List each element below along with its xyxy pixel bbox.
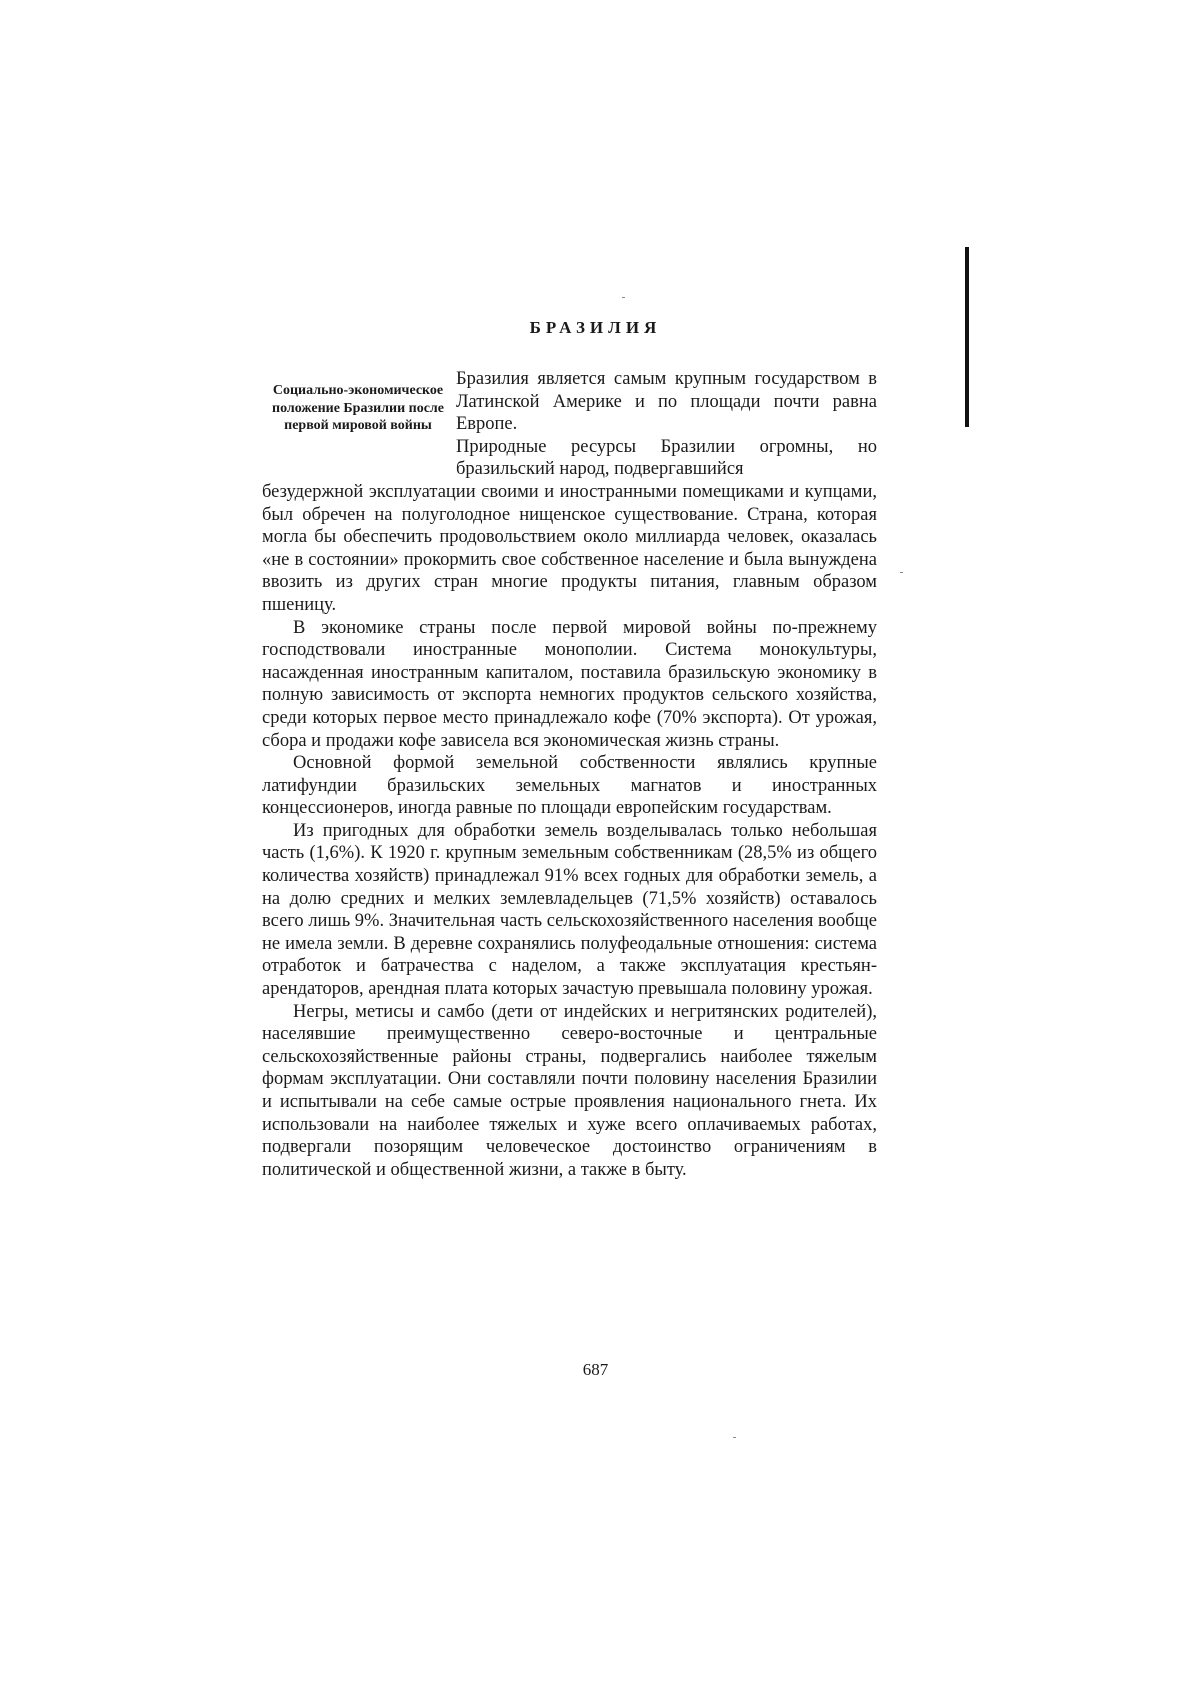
paragraph: безудержной эксплуатации своими и иностранными помещиками и купцами, был обречен на полуголодное нищенское существование. Страна, которая могла бы обеспечить продовольствием около миллиарда человек, оказалась «не в состоянии» прокормить свое собственное население и была вынуждена ввозить из других стран многие продукты питания, главным образом пшеницу.	[262, 481, 877, 615]
paragraph: Основной формой земельной собственности являлись крупные латифундии бразильских земельных магнатов и иностранных концессионеров, иногда равные по площади европейским государствам.	[262, 753, 877, 819]
paragraph: В экономике страны после первой мировой войны по-прежнему господствовали иностранные монополии. Система монокультуры, насажденная иностранным капиталом, поставила бразильскую экономику в полную зависимость от экспорта немногих продуктов сельского хозяйства, среди которых первое место принадлежало кофе (70% экспорта). От урожая, сбора и продажи кофе зависела вся экономическая жизнь страны.	[262, 617, 877, 751]
page-number: 687	[582, 1360, 609, 1379]
scan-speck	[900, 572, 903, 573]
paragraph: Природные ресурсы Бразилии огромны, но бразильский народ, подвергавшийся	[456, 436, 877, 480]
intro-block	[262, 368, 877, 481]
intro-text	[454, 368, 877, 481]
scan-speck	[622, 297, 625, 298]
margin-sidenote: Социально-экономическое положение Бразилии после первой мировой войны	[272, 383, 444, 433]
paragraph: Бразилия является самым крупным государством в Латинской Америке и по площади почти равна Европе.	[456, 369, 877, 435]
paragraph: Из пригодных для обработки земель возделывалась только небольшая часть (1,6%). К 1920 г. крупным земельным собственникам (28,5% из общего количества хозяйств) принадлежал 91% всех годных для обработки земель, а на долю средних и мелких землевладельцев (71,5% хозяйств) оставалось всего лишь 9%. Значительная часть сельскохозяйственного населения вообще не имела земли. В деревне сохранялись полуфеодальные отношения: система отработок и батрачества с наделом, а также эксплуатация крестьян-арендаторов, арендная плата которых зачастую превышала половину урожая.	[262, 820, 877, 1000]
paragraph: Негры, метисы и самбо (дети от индейских и негритянских родителей), населявшие преимущественно северо-восточные и центральные сельскохозяйственные районы страны, подвергались наиболее тяжелым формам эксплуатации. Они составляли почти половину населения Бразилии и испытывали на себе самые острые проявления национального гнета. Их использовали на наиболее тяжелых и хуже всего оплачиваемых работах, подвергали позорящим человеческое достоинство ограничениям в политической и общественной жизни, а также в быту.	[262, 1001, 877, 1180]
page-body	[262, 368, 877, 1181]
scan-speck	[733, 1437, 736, 1438]
chapter-heading: БРАЗИЛИЯ	[529, 318, 662, 337]
